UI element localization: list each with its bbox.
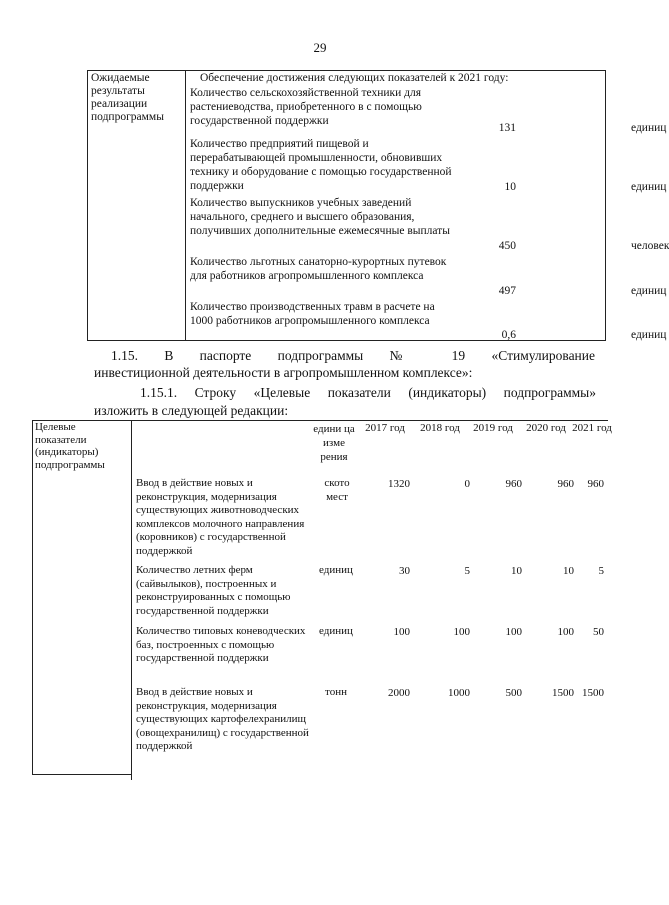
value-2018: 1000 (448, 687, 470, 699)
paragraph-1-15-1-cont: изложить в следующей редакции: (94, 403, 289, 418)
indicator-unit: человек (631, 240, 669, 252)
indicator-unit: единиц (631, 329, 667, 341)
value-2020: 10 (563, 565, 574, 577)
indicator-unit: единиц (319, 625, 353, 637)
page-number: 29 (313, 40, 327, 55)
indicator-text: Количество льготных санаторно-курортных путевок для работников агропромышленного комплекса (190, 256, 447, 282)
paragraph-1-15-1: 1.15.1. Строку «Целевые показатели (индикаторы) подпрограммы» (140, 385, 596, 400)
value-2017: 30 (399, 565, 410, 577)
paragraph-1-15: 1.15. В паспорте подпрограммы № 19 «Стимулирование (111, 348, 595, 363)
indicator-unit: единиц (631, 285, 667, 297)
indicator-text: Количество выпускников учебных заведений начального, среднего и высшего образования, получивших дополнительные ежемесячные выплаты (190, 197, 450, 237)
indicator-text: Количество предприятий пищевой и перерабатывающей промышленности, обновивших технику и оборудование с помощью государственной поддержки (190, 138, 452, 192)
value-2021: 5 (598, 565, 604, 577)
expected-results-table (87, 70, 669, 341)
year-header: 2017 год (365, 422, 405, 434)
unit-column-header: едини ца изме рения (313, 423, 355, 463)
indicator-value: 131 (498, 122, 516, 134)
value-2020: 1500 (552, 687, 574, 699)
indicator-name: Количество типовых коневодческих баз, построенных с помощью государственной поддержки (136, 625, 306, 664)
expected-results-content (186, 71, 669, 341)
year-header: 2020 год (526, 422, 566, 434)
value-2021: 50 (593, 626, 604, 638)
indicator-unit: единиц (631, 122, 667, 134)
value-2018: 100 (453, 626, 470, 638)
indicator-name: Количество летних ферм (сайвылыков), построенных и реконструированных с помощью государственной поддержки (136, 564, 291, 617)
value-2020: 960 (557, 478, 574, 490)
paragraph-1-15-cont: инвестиционной деятельности в агропромышленном комплексе»: (94, 365, 473, 380)
value-2018: 0 (464, 478, 470, 490)
value-2019: 10 (511, 565, 522, 577)
value-2021: 1500 (582, 687, 604, 699)
target-indicators-table (32, 420, 612, 780)
table-border-inner (131, 420, 132, 780)
expected-results-header: Обеспечение достижения следующих показателей к 2021 году: (200, 72, 509, 84)
value-2020: 100 (557, 626, 574, 638)
value-2021: 960 (587, 478, 604, 490)
value-2017: 1320 (388, 478, 410, 490)
year-header: 2021 год (572, 422, 612, 434)
value-2018: 5 (464, 565, 470, 577)
indicator-unit: единиц (319, 564, 353, 576)
indicator-name: Ввод в действие новых и реконструкция, модернизация существующих животноводческих комплексов молочного направления (коровников) с государственной поддержкой (136, 477, 305, 557)
indicator-name: Ввод в действие новых и реконструкция, модернизация существующих картофелехранилищ (овощехранилищ) с государственной поддержкой (136, 686, 309, 752)
expected-results-label: Ожидаемые результаты реализации подпрограммы (88, 71, 186, 340)
indicator-unit: тонн (325, 686, 347, 698)
value-2017: 2000 (388, 687, 410, 699)
table-border-bottom (32, 774, 132, 775)
indicator-value: 497 (498, 285, 516, 297)
indicator-text: Количество производственных травм в расчете на 1000 работников агропромышленного комплекса (190, 301, 435, 327)
indicator-unit: единиц (631, 181, 667, 193)
year-header: 2019 год (473, 422, 513, 434)
indicator-text: Количество сельскохозяйственной техники для растениеводства, приобретенного в с помощью государственной поддержки (190, 87, 422, 127)
indicator-value: 0,6 (501, 329, 516, 341)
indicator-value: 450 (498, 240, 516, 252)
indicator-value: 10 (504, 181, 516, 193)
year-header: 2018 год (420, 422, 460, 434)
indicator-unit: ското мест (324, 477, 350, 503)
value-2017: 100 (393, 626, 410, 638)
value-2019: 500 (505, 687, 522, 699)
target-indicators-label: Целевые показатели (индикаторы) подпрограммы (35, 421, 105, 471)
value-2019: 960 (505, 478, 522, 490)
value-2019: 100 (505, 626, 522, 638)
table-border-left (32, 420, 33, 775)
